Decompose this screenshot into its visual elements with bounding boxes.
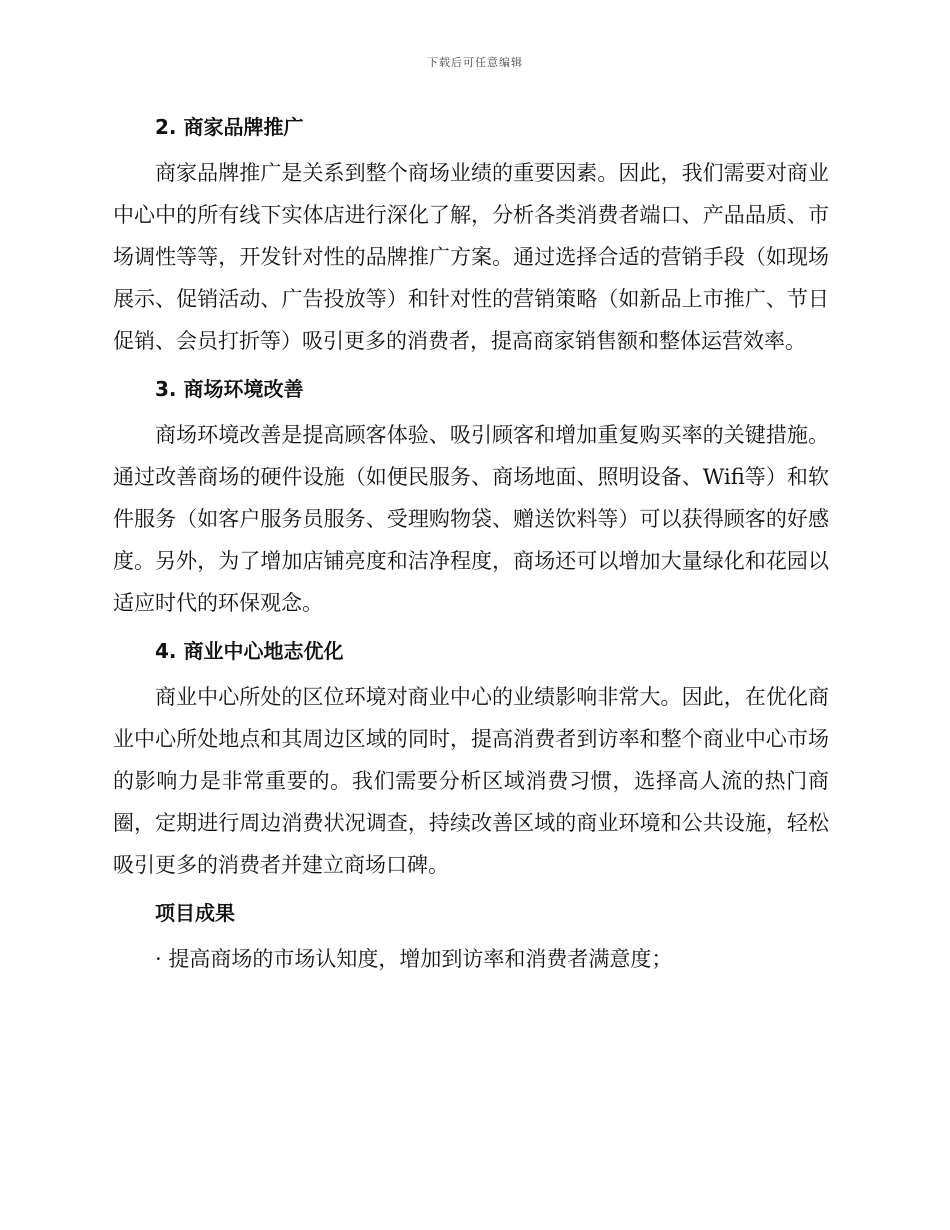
section-paragraph-location-optimization: 商业中心所处的区位环境对商业中心的业绩影响非常大。因此，在优化商业中心所处地点和其周边区域的同时，提高消费者到访率和整个商业中心市场的影响力是非常重要的。我们需要分析区域消费习惯，选择高人流的热门商圈，定期进行周边消费状况调查，持续改善区域的商业环境和公共设施，轻松吸引更多的消费者并建立商场口碑。: [113, 685, 829, 877]
section-heading-environment-improvement: 3. 商场环境改善: [155, 377, 304, 401]
section-paragraph-environment-improvement: 商场环境改善是提高顾客体验、吸引顾客和增加重复购买率的关键措施。通过改善商场的硬件设施（如便民服务、商场地面、照明设备、Wifi等）和软件服务（如客户服务员服务、受理购物袋、赠送饮料等）可以获得顾客的好感度。另外，为了增加店铺亮度和洁净程度，商场还可以增加大量绿化和花园以适应时代的环保观念。: [113, 423, 829, 615]
section-paragraph-brand-promotion: 商家品牌推广是关系到整个商场业绩的重要因素。因此，我们需要对商业中心中的所有线下实体店进行深化了解，分析各类消费者端口、产品品质、市场调性等等，开发针对性的品牌推广方案。通过选择合适的营销手段（如现场展示、促销活动、广告投放等）和针对性的营销策略（如新品上市推广、节日促销、会员打折等）吸引更多的消费者，提高商家销售额和整体运营效率。: [113, 161, 829, 353]
section-heading-brand-promotion: 2. 商家品牌推广: [155, 115, 304, 139]
section-heading-location-optimization: 4. 商业中心地志优化: [155, 639, 344, 663]
results-heading: 项目成果: [155, 901, 235, 925]
header-note: 下载后可任意编辑: [427, 56, 523, 69]
results-bullet-item: · 提高商场的市场认知度，增加到访率和消费者满意度；: [155, 947, 673, 971]
document-body: [113, 108, 829, 980]
